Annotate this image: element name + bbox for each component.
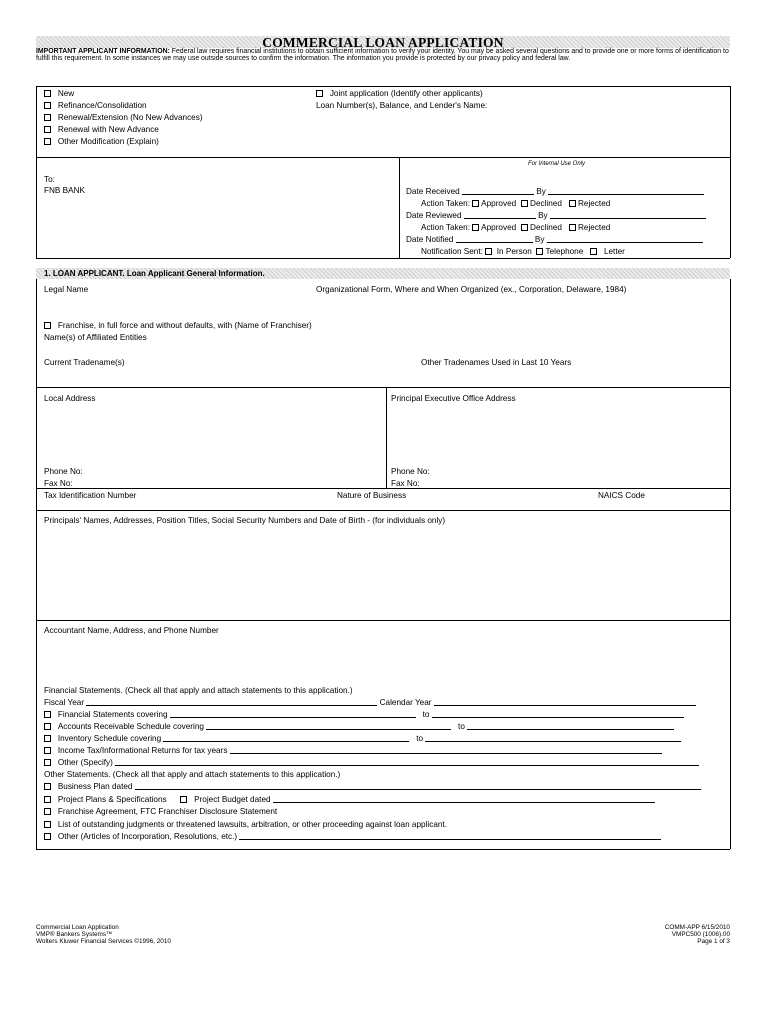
franchise-option[interactable]: Franchise, in full force and without defaults, with (Name of Franchiser) bbox=[44, 321, 312, 330]
naics-label: NAICS Code bbox=[598, 491, 645, 500]
option-label: Other Modification (Explain) bbox=[57, 137, 159, 146]
inv-covering-row: Inventory Schedule covering to bbox=[44, 734, 681, 743]
business-plan-row: Business Plan dated bbox=[44, 782, 701, 791]
loan-numbers-label: Loan Number(s), Balance, and Lender's Name: bbox=[316, 101, 488, 110]
date-reviewed-row: Date Reviewed By bbox=[406, 211, 706, 220]
form-title: COMMERCIAL LOAN APPLICATION bbox=[262, 35, 504, 50]
bank-name: FNB BANK bbox=[44, 186, 85, 195]
option-label: Renewal with New Advance bbox=[57, 125, 159, 134]
option-label: Renewal/Extension (No New Advances) bbox=[57, 113, 203, 122]
action-taken-row-2: Action Taken: Approved Declined Rejected bbox=[421, 223, 611, 232]
principal-office-label: Principal Executive Office Address bbox=[391, 394, 516, 403]
action-taken-row-1: Action Taken: Approved Declined Rejected bbox=[421, 199, 611, 208]
checkbox[interactable] bbox=[44, 796, 51, 803]
fax-label: Fax No: bbox=[44, 479, 73, 488]
footer-copyright: Wolters Kluwer Financial Services ©1996, 2010 bbox=[36, 937, 171, 945]
option-label: New bbox=[57, 89, 75, 98]
footer-version: VMPC500 (1006).00 bbox=[671, 930, 730, 938]
option-other-modification[interactable] bbox=[44, 137, 159, 146]
checkbox[interactable] bbox=[44, 747, 51, 754]
income-tax-row: Income Tax/Informational Returns for tax years bbox=[44, 746, 662, 755]
declined-checkbox[interactable] bbox=[521, 224, 528, 231]
option-label: Joint application (Identify other applicants) bbox=[329, 89, 483, 98]
fs-from-field[interactable] bbox=[170, 710, 416, 718]
checkbox[interactable] bbox=[44, 783, 51, 790]
date-notified-field[interactable] bbox=[456, 235, 533, 243]
option-refinance[interactable] bbox=[44, 101, 147, 110]
calendar-year-field[interactable] bbox=[434, 698, 696, 706]
checkbox[interactable] bbox=[44, 821, 51, 828]
option-label: Refinance/Consolidation bbox=[57, 101, 147, 110]
checkbox[interactable] bbox=[44, 322, 51, 329]
footer-left bbox=[36, 925, 171, 945]
date-notified-row: Date Notified By bbox=[406, 235, 703, 244]
fs-to-field[interactable] bbox=[432, 710, 684, 718]
in-person-checkbox[interactable] bbox=[485, 248, 492, 255]
intro-body: Federal law requires financial institutions to obtain sufficient information to verify your identity. You may be asked several questions and to provide one or more forms of identification to fulfill this requirement. In some instances we may use outside sources to confirm the information. The information you provide is protected by our privacy policy and federal law. bbox=[36, 48, 729, 63]
checkbox[interactable] bbox=[44, 759, 51, 766]
to-label: To: bbox=[44, 175, 55, 184]
checkbox[interactable] bbox=[44, 735, 51, 742]
intro-label: IMPORTANT APPLICANT INFORMATION: bbox=[36, 48, 170, 55]
other-articles-row: Other (Articles of Incorporation, Resolutions, etc.) bbox=[44, 832, 661, 841]
footer-right bbox=[665, 925, 730, 945]
checkbox[interactable] bbox=[316, 90, 323, 97]
date-received-field[interactable] bbox=[462, 187, 534, 195]
legal-name-label: Legal Name bbox=[44, 285, 89, 294]
section-1-title: 1. LOAN APPLICANT. Loan Applicant General Information. bbox=[44, 269, 265, 278]
fs-covering-row: Financial Statements covering to bbox=[44, 710, 684, 719]
org-form-label: Organizational Form, Where and When Organized (ex., Corporation, Delaware, 1984) bbox=[316, 285, 627, 294]
accountant-label: Accountant Name, Address, and Phone Number bbox=[44, 626, 219, 635]
rejected-checkbox[interactable] bbox=[569, 224, 576, 231]
option-joint[interactable] bbox=[316, 89, 483, 98]
ar-to-field[interactable] bbox=[467, 722, 674, 730]
inv-from-field[interactable] bbox=[163, 734, 409, 742]
checkbox[interactable] bbox=[44, 114, 51, 121]
title-bar bbox=[36, 36, 730, 48]
approved-checkbox[interactable] bbox=[472, 200, 479, 207]
footer-form-code: COMM-APP 6/15/2010 bbox=[664, 924, 730, 931]
checkbox[interactable] bbox=[44, 723, 51, 730]
letter-checkbox[interactable] bbox=[590, 248, 597, 255]
checkbox[interactable] bbox=[44, 126, 51, 133]
tax-id-label: Tax Identification Number bbox=[44, 491, 137, 500]
phone-label-2: Phone No: bbox=[391, 467, 430, 476]
option-new[interactable] bbox=[44, 89, 74, 98]
checkbox[interactable] bbox=[44, 711, 51, 718]
footer-publisher: VMP® Bankers Systems™ bbox=[36, 930, 113, 938]
project-budget-field[interactable] bbox=[273, 795, 655, 803]
footer-form-name: Commercial Loan Application bbox=[36, 924, 119, 931]
intro-text bbox=[36, 48, 730, 63]
other-statements-label: Other Statements. (Check all that apply and attach statements to this application.) bbox=[44, 770, 341, 779]
fiscal-year-field[interactable] bbox=[86, 698, 377, 706]
telephone-checkbox[interactable] bbox=[536, 248, 543, 255]
local-address-label: Local Address bbox=[44, 394, 96, 403]
checkbox[interactable] bbox=[44, 808, 51, 815]
rejected-checkbox[interactable] bbox=[569, 200, 576, 207]
footer-page-number: Page 1 of 3 bbox=[697, 937, 730, 945]
checkbox[interactable] bbox=[44, 102, 51, 109]
nature-label: Nature of Business bbox=[337, 491, 407, 500]
checkbox[interactable] bbox=[44, 90, 51, 97]
principals-label: Principals' Names, Addresses, Position Titles, Social Security Numbers and Date of Birth - (for individuals only) bbox=[44, 516, 446, 525]
notification-sent-row: Notification Sent: In Person Telephone Letter bbox=[421, 247, 625, 256]
date-received-row: Date Received By bbox=[406, 187, 704, 196]
fax-label-2: Fax No: bbox=[391, 479, 420, 488]
other-tradenames-label: Other Tradenames Used in Last 10 Years bbox=[421, 358, 572, 367]
checkbox[interactable] bbox=[180, 796, 187, 803]
project-plans-row: Project Plans & Specifications Project Budget dated bbox=[44, 795, 655, 804]
received-by-field[interactable] bbox=[548, 187, 704, 195]
other-articles-field[interactable] bbox=[239, 832, 661, 840]
judgments-row: List of outstanding judgments or threatened lawsuits, arbitration, or other proceeding against loan applicant. bbox=[44, 820, 447, 829]
income-tax-field[interactable] bbox=[230, 746, 662, 754]
other-specify-row: Other (Specify) bbox=[44, 758, 699, 767]
declined-checkbox[interactable] bbox=[521, 200, 528, 207]
section-1-header bbox=[36, 268, 730, 279]
ar-covering-row: Accounts Receivable Schedule covering to bbox=[44, 722, 674, 731]
checkbox[interactable] bbox=[44, 833, 51, 840]
franchise-agreement-row: Franchise Agreement, FTC Franchiser Disclosure Statement bbox=[44, 807, 277, 816]
ar-from-field[interactable] bbox=[206, 722, 451, 730]
phone-label: Phone No: bbox=[44, 467, 83, 476]
business-plan-field[interactable] bbox=[135, 782, 701, 790]
fin-statements-label: Financial Statements. (Check all that apply and attach statements to this application.) bbox=[44, 686, 353, 695]
other-specify-field[interactable] bbox=[115, 758, 699, 766]
approved-checkbox[interactable] bbox=[472, 224, 479, 231]
affiliated-label: Name(s) of Affiliated Entities bbox=[44, 333, 147, 342]
checkbox[interactable] bbox=[44, 138, 51, 145]
current-tradename-label: Current Tradename(s) bbox=[44, 358, 125, 367]
fiscal-calendar-row: Fiscal Year Calendar Year bbox=[44, 698, 696, 707]
inv-to-field[interactable] bbox=[425, 734, 681, 742]
notified-by-field[interactable] bbox=[547, 235, 703, 243]
reviewed-by-field[interactable] bbox=[550, 211, 706, 219]
date-reviewed-field[interactable] bbox=[464, 211, 536, 219]
option-renewal-extension[interactable] bbox=[44, 113, 203, 122]
option-renewal-advance[interactable] bbox=[44, 125, 159, 134]
internal-use-heading: For Internal Use Only bbox=[528, 161, 586, 167]
